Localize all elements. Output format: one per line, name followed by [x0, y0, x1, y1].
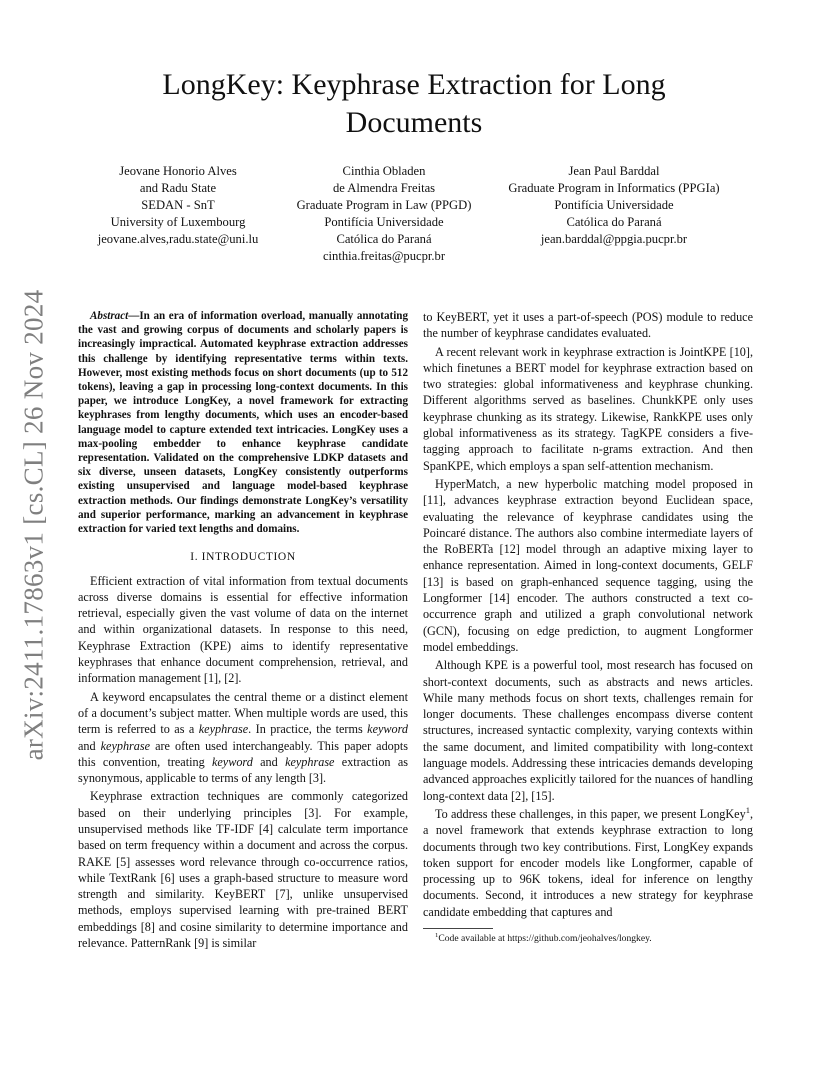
author-line: jeovane.alves,radu.state@uni.lu [97, 232, 259, 246]
emphasized-term: keyword [211, 754, 253, 769]
body-paragraph [423, 344, 753, 474]
text-run: HyperMatch, a new hyperbolic matching model proposed in [11], advances keyphrase extraction beyond Euclidean space, evaluating the relevance of keyphrase candidates using the Poincaré distance. The authors also combine intermediate layers of the RoBERTa [12] model through an adaptive mixing layer to enhance representation. Aimed in long-context documents, GELF [13] is based on graph-enhanced sequence tagging, using the Longformer [14] encoder. The authors constructed a text co-occurrence graph and utilized a graph convolutional network (GCN), focusing on edge prediction, to augment Longformer model embeddings. [423, 476, 753, 654]
text-run: and [78, 738, 101, 753]
footnote-mark: 1 [435, 931, 439, 939]
footnote-divider [423, 928, 493, 929]
abstract [78, 309, 408, 536]
body-paragraph [78, 689, 408, 787]
body-paragraph [423, 657, 753, 804]
text-run: Keyphrase extraction techniques are commonly categorized based on their underlying principles [3]. For example, unsupervised methods like TF-IDF [4] calculate term importance based on term frequency within a document and across the corpus. RAKE [5] assesses word relevance through co-occurrence ratios, while TextRank [6] uses a graph-based structure to measure word strength and similarity. KeyBERT [7], unlike unsupervised methods, employs supervised learning with pre-trained BERT embeddings [8] and cosine similarity to determine importance and relevance. PatternRank [9] is similar [78, 789, 408, 951]
author-line: Cinthia Obladen [342, 164, 426, 178]
left-paragraphs [78, 573, 408, 952]
body-paragraph [78, 788, 408, 951]
arxiv-identifier-text: arXiv:2411.17863v1 [cs.CL] 26 Nov 2024 [18, 289, 49, 761]
author-line: Católica do Paraná [566, 215, 662, 229]
text-run: to KeyBERT, yet it uses a part-of-speech (POS) module to reduce the number of keyphrase candidates evaluated. [423, 310, 753, 341]
footnote-text: Code available at https://github.com/jeohalves/longkey. [438, 932, 652, 944]
author-line: Pontifícia Universidade [324, 215, 444, 229]
right-column [423, 309, 753, 947]
author-block-2 [274, 163, 494, 265]
author-line: de Almendra Freitas [332, 181, 436, 195]
body-paragraph [423, 309, 753, 342]
left-column [78, 309, 408, 953]
author-line: Graduate Program in Law (PPGD) [296, 198, 472, 212]
author-line: jean.barddal@ppgia.pucpr.br [540, 232, 688, 246]
arxiv-identifier [18, 289, 49, 761]
text-run: Efficient extraction of vital information from textual documents across diverse domains is essential for effective information retrieval, especially given the vast volume of data on the internet and within organizational datasets. In response to this need, Keyphrase Extraction (KPE) aims to identify representative keyphrases that enhance document comprehension, retrieval, and information management [1], [2]. [78, 573, 408, 686]
paper-title: LongKey: Keyphrase Extraction for Long Documents [162, 68, 666, 139]
text-run: are often used interchangeably. This paper adopts this convention, treating [78, 738, 408, 769]
section-heading-introduction: I. INTRODUCTION [190, 551, 296, 564]
author-line: Pontifícia Universidade [554, 198, 674, 212]
author-line: University of Luxembourg [110, 215, 246, 229]
text-run: To address these challenges, in this paper, we present LongKey [435, 806, 746, 821]
emphasized-term: keyword [367, 722, 409, 737]
author-block-1 [68, 163, 288, 248]
author-line: SEDAN - SnT [141, 198, 215, 212]
text-run: . In practice, the terms [248, 722, 368, 737]
author-line: Jean Paul Barddal [568, 164, 660, 178]
author-line: cinthia.freitas@pucpr.br [322, 249, 446, 263]
author-line: Católica do Paraná [336, 232, 432, 246]
author-line: Jeovane Honorio Alves [119, 164, 237, 178]
text-run: , a novel framework that extends keyphrase extraction to long documents through two key contributions. First, LongKey expands token support for encoder models like Longformer, capable of processing up to 96K tokens, ideal for inference on lengthy documents. Second, it introduces a new strategy for keyphrase candidate embedding that captures and [423, 806, 753, 919]
author-block-3 [494, 163, 734, 248]
text-run: A recent relevant work in keyphrase extraction is JointKPE [10], which finetunes a BERT model for keyphrase extraction based on two strategies: global informativeness and keyphrase chunking. Different algorithms served as baselines. ChunkKPE only uses keyphrase chunking as its strategy. Likewise, RankKPE uses only global informativeness as its strategy. TagKPE considers a five-tagging approach to facilitate n-grams extraction. And then SpanKPE, which employs a span self-attention mechanism. [423, 344, 753, 473]
right-paragraphs [423, 309, 753, 920]
emphasized-term: keyphrase [198, 722, 249, 737]
footnote [423, 933, 753, 945]
text-run: A keyword encapsulates the central theme or a distinct element of a document’s subject matter. When multiple words are used, this term is referred to as a [78, 689, 408, 737]
author-line: Graduate Program in Informatics (PPGIa) [508, 181, 720, 195]
abstract-label: Abstract [90, 310, 129, 322]
author-line: and Radu State [139, 181, 217, 195]
body-paragraph [78, 573, 408, 687]
body-paragraph [423, 476, 753, 655]
text-run: and [252, 754, 286, 769]
text-run: Although KPE is a powerful tool, most research has focused on short-context documents, such as abstracts and news articles. While many methods focus on short texts, challenges remain for longer documents. These challenges encompass diverse content structures, increased syntactic complexity, varying contexts within the same document, and limited compatibility with long-context language models. Addressing these intricacies demands developing advanced approaches explicitly tailored for the nuances of handling long-context data [2], [15]. [423, 658, 753, 803]
abstract-text: —In an era of information overload, manually annotating the vast and growing corpus of documents and scholarly papers is increasingly impractical. Automated keyphrase extraction addresses this challenge by identifying representative terms within texts. However, most existing methods focus on short documents (up to 512 tokens), leaving a gap in processing long-context documents. In this paper, we introduce LongKey, a novel framework for extracting keyphrases from lengthy documents, which uses an encoder-based language model to capture extended text intricacies. LongKey uses a max-pooling embedder to enhance keyphrase candidate representation. Validated on the comprehensive LDKP datasets and six diverse, unseen datasets, LongKey consistently outperforms existing unsupervised and language model-based keyphrase extraction methods. Our findings demonstrate LongKey’s versatility and superior performance, marking an advancement in keyphrase extraction for varied text lengths and domains. [78, 310, 408, 536]
footnote-ref: 1 [745, 804, 750, 815]
emphasized-term: keyphrase [100, 738, 151, 753]
body-paragraph [423, 806, 753, 920]
emphasized-term: keyphrase [285, 754, 335, 769]
text-run: extraction as synonymous, applicable to terms of any length [3]. [78, 754, 408, 786]
